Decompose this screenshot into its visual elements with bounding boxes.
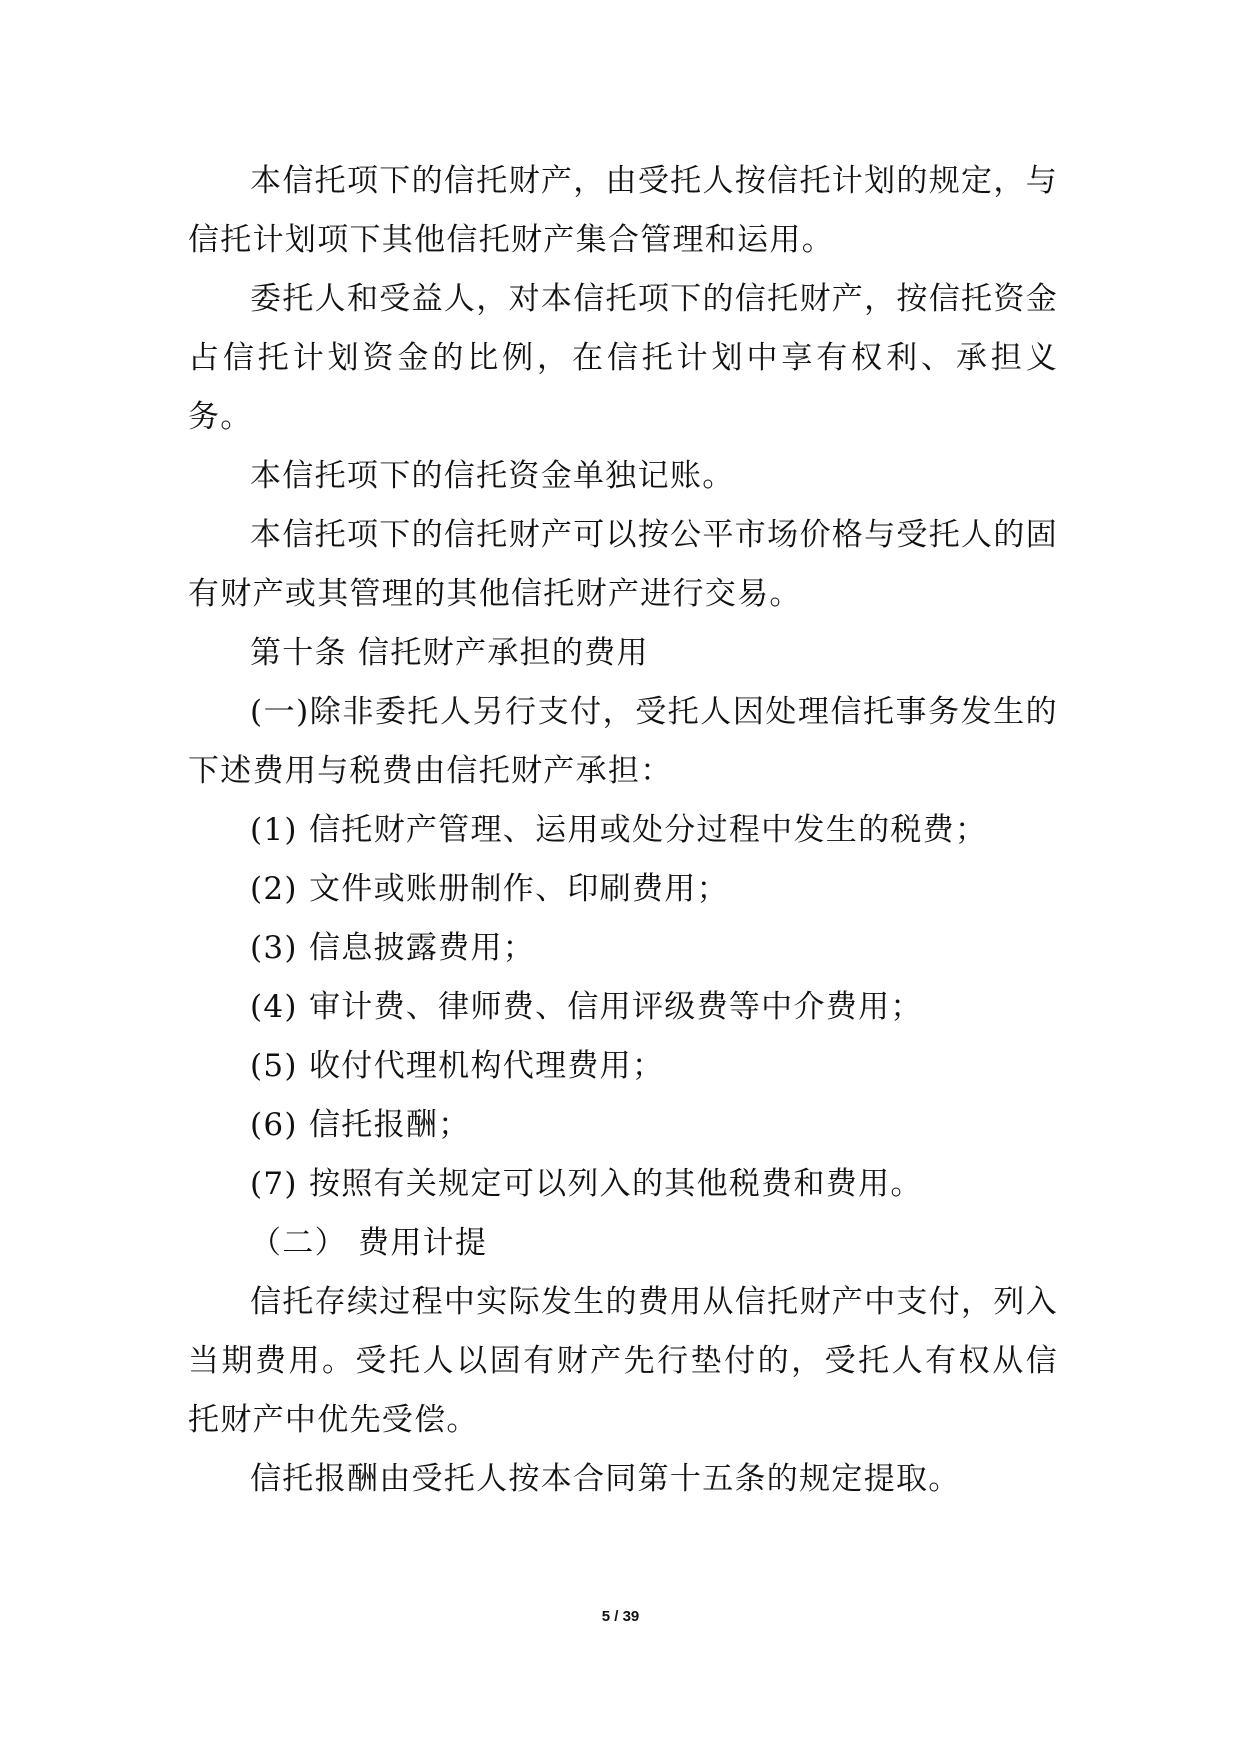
list-item-printing-costs: (2) 文件或账册制作、印刷费用； (250, 871, 729, 907)
clause-two-heading: （二） 费用计提 (250, 1225, 488, 1261)
paragraph-separate-accounting: 本信托项下的信托资金单独记账。 (250, 458, 735, 494)
paragraph-remuneration-rule: 信托报酬由受托人按本合同第十五条的规定提取。 (250, 1461, 961, 1497)
document-body (188, 152, 1058, 1509)
list-item-other-fees: (7) 按照有关规定可以列入的其他税费和费用。 (250, 1166, 923, 1202)
list-item-intermediary-fees: (4) 审计费、律师费、信用评级费等中介费用； (250, 989, 923, 1025)
list-item-trust-remuneration: (6) 信托报酬； (250, 1107, 471, 1143)
page-number: 5 / 39 (601, 1608, 640, 1625)
list-item-taxes: (1) 信托财产管理、运用或处分过程中发生的税费； (250, 812, 988, 848)
clause-one-expenses: (一)除非委托人另行支付，受托人因处理信托事务发生的下述费用与税费由信托财产承担： (188, 694, 1058, 789)
paragraph-fair-market-transaction: 本信托项下的信托财产可以按公平市场价格与受托人的固有财产或其管理的其他信托财产进行交易。 (188, 517, 1058, 612)
list-item-disclosure-costs: (3) 信息披露费用； (250, 930, 536, 966)
article-ten-heading: 第十条 信托财产承担的费用 (250, 635, 649, 671)
paragraph-expense-payment: 信托存续过程中实际发生的费用从信托财产中支付，列入当期费用。受托人以固有财产先行垫付的，受托人有权从信托财产中优先受偿。 (188, 1284, 1058, 1438)
paragraph-beneficiary-rights: 委托人和受益人，对本信托项下的信托财产，按信托资金占信托计划资金的比例，在信托计划中享有权利、承担义务。 (188, 281, 1058, 435)
list-item-agency-fees: (5) 收付代理机构代理费用； (250, 1048, 665, 1084)
paragraph-trust-property-management: 本信托项下的信托财产，由受托人按信托计划的规定，与信托计划项下其他信托财产集合管理和运用。 (188, 163, 1058, 258)
